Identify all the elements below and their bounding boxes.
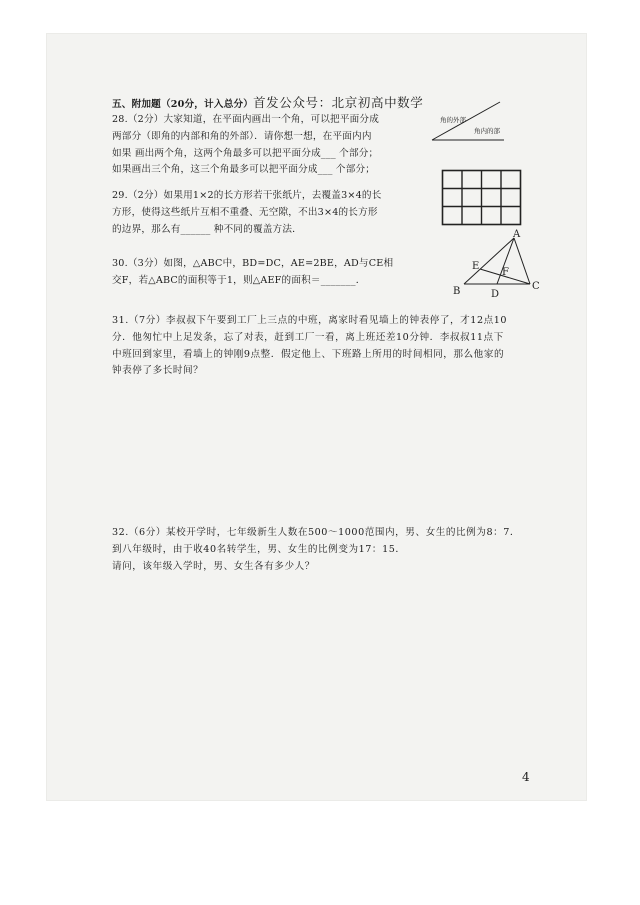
angle-inner-label: 角内的部 bbox=[474, 127, 500, 135]
q30-line1: 30.（3分）如图，△ABC中，BD=DC，AE=2BE，AD与CE相 bbox=[112, 258, 394, 269]
q29-line3: 的边界，那么有______ 种不同的覆盖方法． bbox=[112, 224, 302, 235]
q31-line3: 中班回到家里，看墙上的钟刚9点整．假定他上、下班路上所用的时间相同，那么他家的 bbox=[112, 349, 505, 360]
triangle-figure bbox=[450, 230, 540, 302]
section-heading: 五、附加题（20分，计入总分） bbox=[112, 99, 254, 110]
q32-line1: 32.（6分）某校开学时，七年级新生人数在500～1000范围内，男、女生的比例为8：7． bbox=[112, 527, 521, 538]
grid-figure bbox=[442, 170, 522, 228]
q28-line1: 28.（2分）大家知道，在平面内画出一个角，可以把平面分成 bbox=[112, 114, 380, 125]
q28-line4: 如果画出三个角，这三个角最多可以把平面分成___ 个部分； bbox=[112, 164, 376, 175]
side-ac bbox=[514, 238, 530, 284]
page-number: 4 bbox=[522, 770, 530, 784]
q30-line2: 交F，若△ABC的面积等于1，则△AEF的面积＝_______． bbox=[112, 275, 366, 286]
point-b-label: B bbox=[453, 286, 461, 297]
point-d-label: D bbox=[491, 289, 500, 300]
angle-figure bbox=[428, 100, 508, 146]
q32-line2: 到八年级时，由于收40名转学生，男、女生的比例变为17：15． bbox=[112, 544, 406, 555]
point-c-label: C bbox=[532, 281, 540, 292]
point-e-label: E bbox=[472, 261, 480, 272]
q31-line2: 分．他匆忙中上足发条，忘了对表，赶到工厂一看，离上班还差10分钟．李叔叔11点下 bbox=[112, 332, 504, 343]
point-f-label: F bbox=[502, 267, 509, 278]
q32-line3: 请问，该年级入学时，男、女生各有多少人？ bbox=[112, 561, 315, 572]
angle-outer-label: 角的外部 bbox=[440, 116, 466, 124]
q31-line4: 钟表停了多长时间？ bbox=[112, 365, 204, 376]
publisher-notice: 首发公众号：北京初高中数学 bbox=[253, 95, 424, 110]
q29-line2: 方形，使得这些纸片互相不重叠、无空隙，不出3×4的长方形 bbox=[112, 207, 378, 218]
section-title bbox=[112, 96, 423, 111]
grid-lines bbox=[443, 171, 521, 225]
q28-line2: 两部分（即角的内部和角的外部）．请你想一想，在平面内内 bbox=[112, 131, 372, 142]
q29-line1: 29.（2分）如果用1×2的长方形若干张纸片，去覆盖3×4的长 bbox=[112, 190, 382, 201]
q28-line3: 如果 画出两个角，这两个角最多可以把平面分成___ 个部分； bbox=[112, 148, 379, 159]
q31-line1: 31.（7分）李叔叔下午要到工厂上三点的中班，离家时看见墙上的钟表停了，才12点10 bbox=[112, 315, 508, 326]
point-a-label: A bbox=[513, 229, 521, 240]
